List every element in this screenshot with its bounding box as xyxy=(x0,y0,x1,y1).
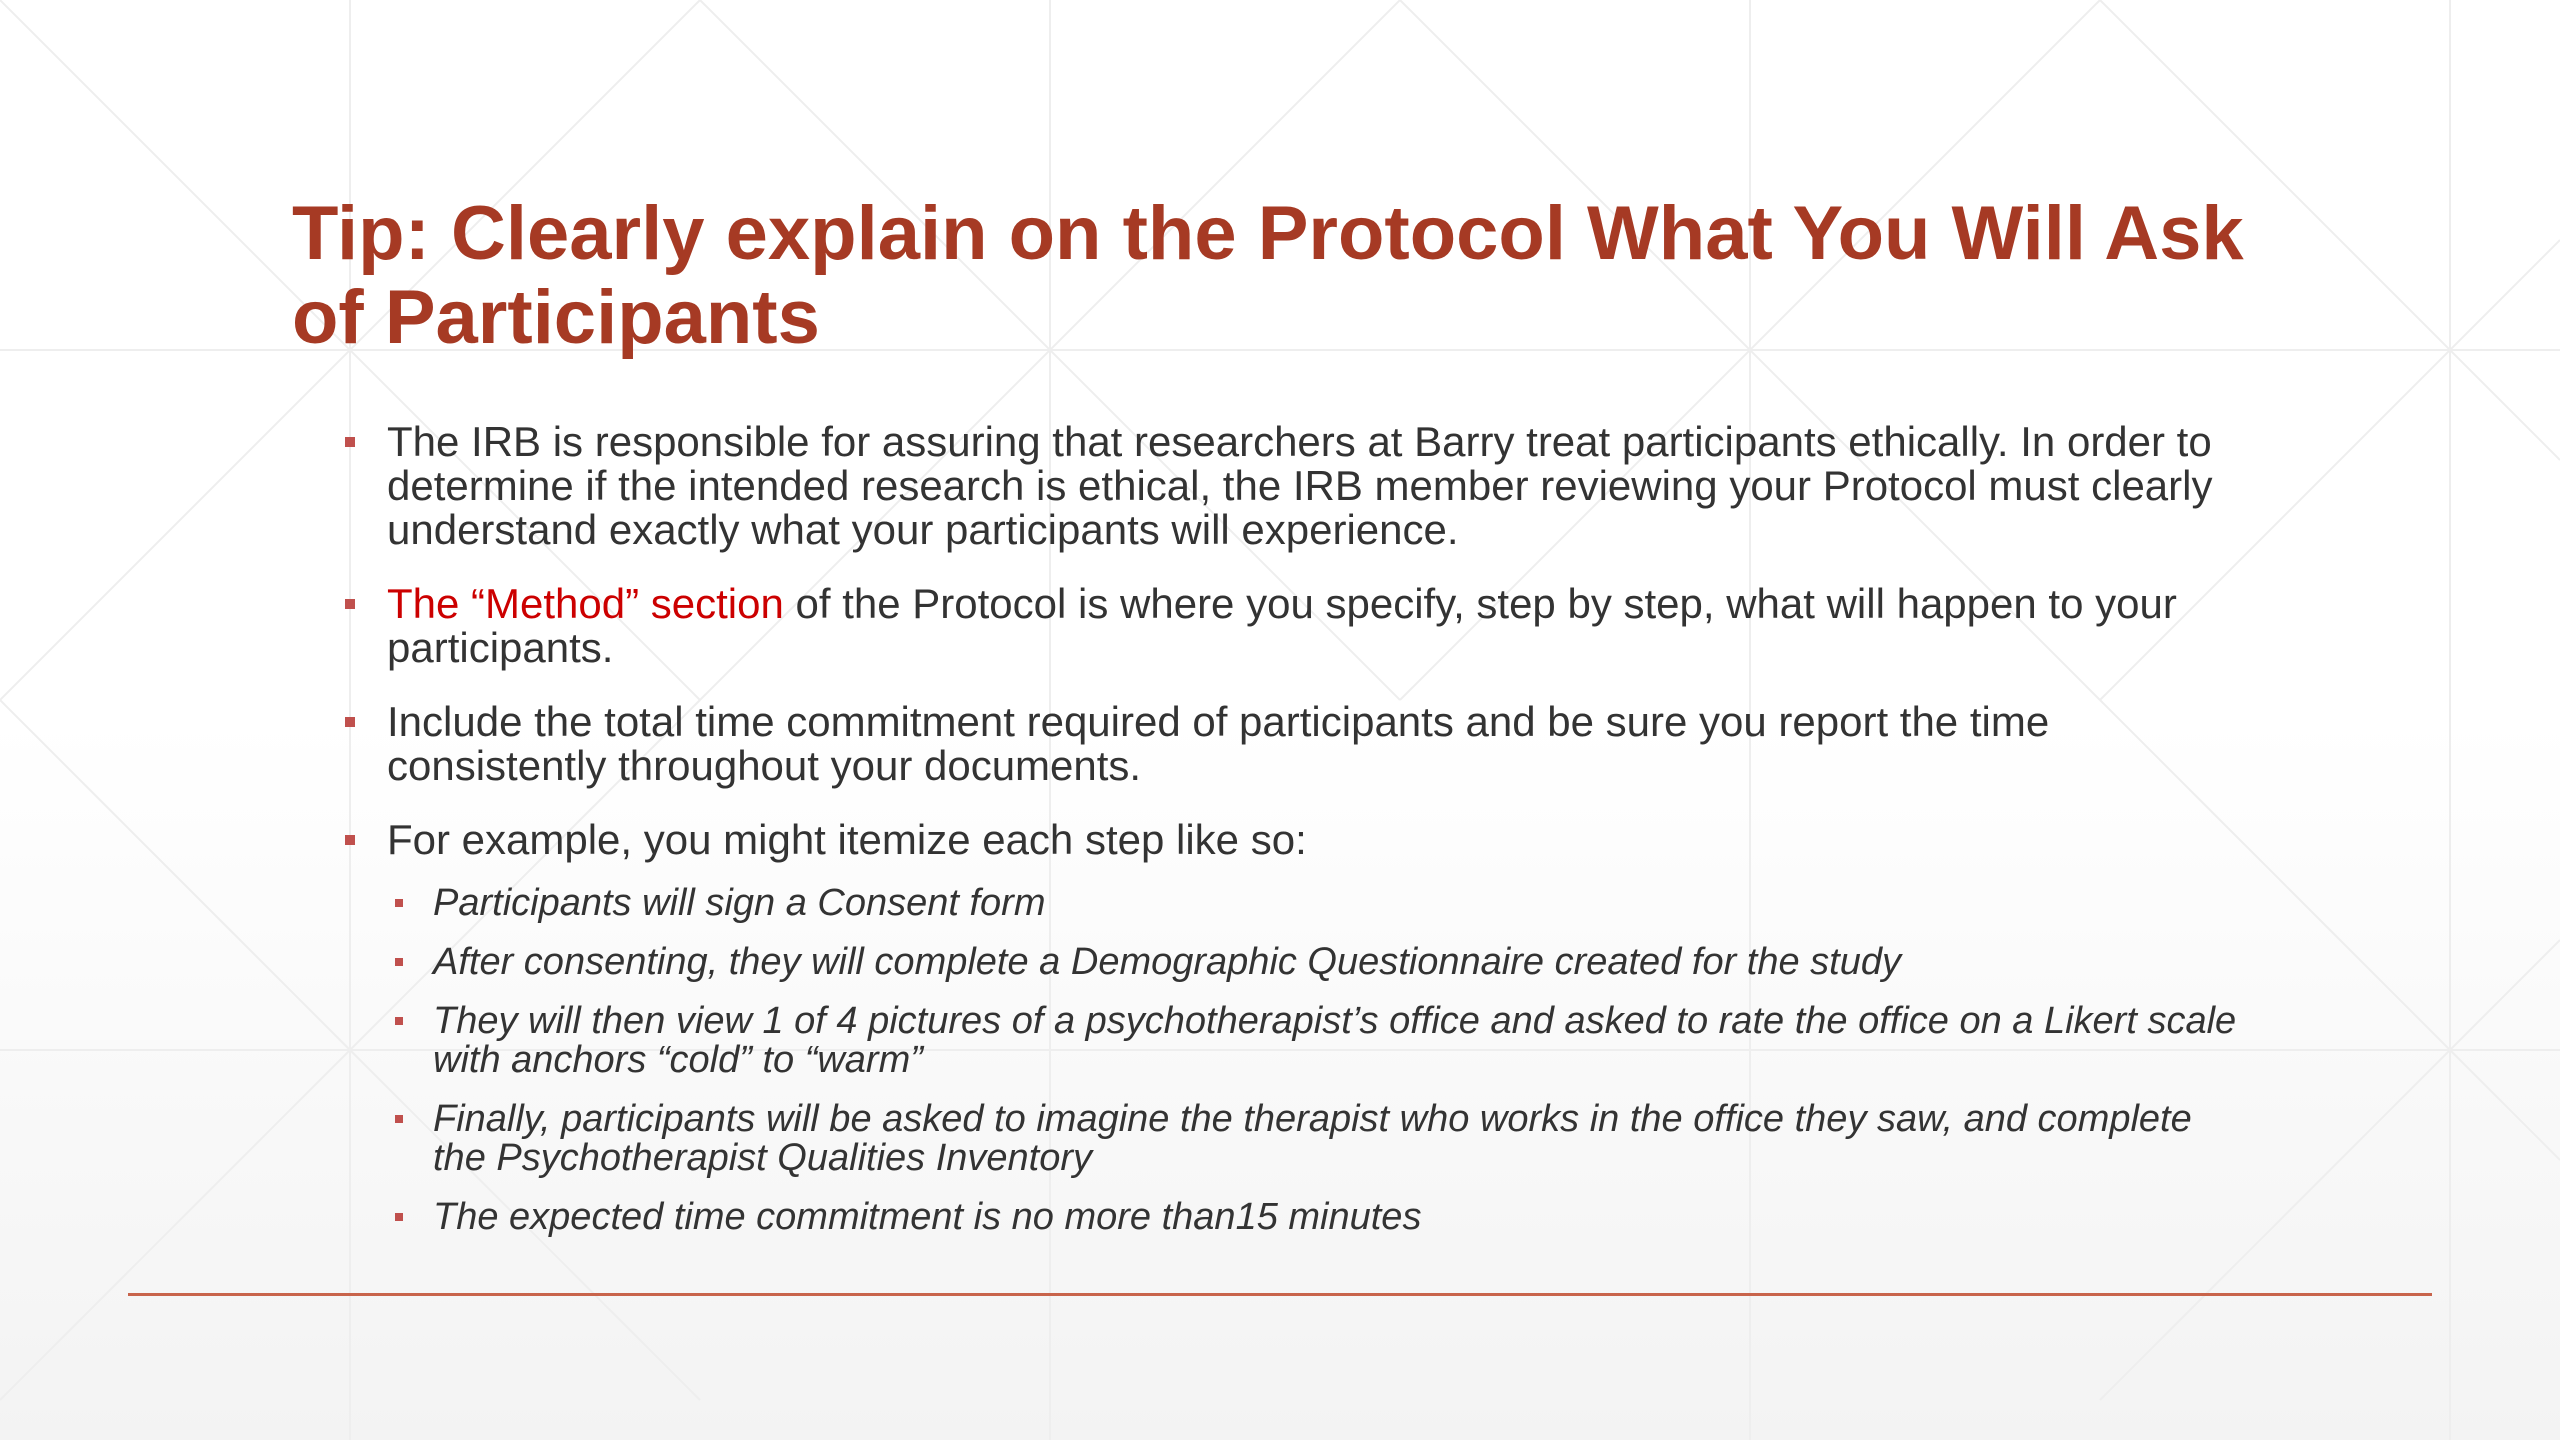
sub-bullet-marker xyxy=(395,958,403,966)
sub-item-text: Finally, participants will be asked to imagine the therapist who works in the office they saw, and complete the Psychotherapist Qualities Inventory xyxy=(433,1098,2192,1179)
bullet-example xyxy=(345,818,2245,862)
bullet-text: Include the total time commitment required of participants and be sure you report the time consistently throughout your documents. xyxy=(387,698,2050,789)
slide-title: Tip: Clearly explain on the Protocol What You Will Ask of Participants xyxy=(292,191,2244,360)
sub-item-time xyxy=(395,1198,2245,1237)
slide-body xyxy=(345,420,2245,1257)
bullet-text: of the Protocol is where you specify, step by step, what will happen to your participants. xyxy=(387,580,2177,671)
sub-item-text: After consenting, they will complete a Demographic Questionnaire created for the study xyxy=(433,941,1901,983)
bullet-marker xyxy=(345,599,355,609)
sub-item-consent xyxy=(395,884,2245,923)
sub-item-text: The expected time commitment is no more than15 minutes xyxy=(433,1196,1422,1238)
bullet-marker xyxy=(345,437,355,447)
sub-item-pictures xyxy=(395,1002,2245,1080)
bullet-irb-responsibility xyxy=(345,420,2245,552)
sub-bullet-marker xyxy=(395,1017,403,1025)
sub-bullet-marker xyxy=(395,899,403,907)
sub-item-questionnaire xyxy=(395,943,2245,982)
bullet-text: The IRB is responsible for assuring that researchers at Barry treat participants ethically. In order to determine if the intended research is ethical, the IRB member reviewing your Protocol must clearly understand exactly what your participants will experience. xyxy=(387,418,2213,553)
bullet-time-commitment xyxy=(345,700,2245,788)
bullet-text: For example, you might itemize each step like so: xyxy=(387,816,1307,863)
sub-item-inventory xyxy=(395,1100,2245,1178)
sub-bullet-marker xyxy=(395,1213,403,1221)
sub-bullet-marker xyxy=(395,1115,403,1123)
bullet-marker xyxy=(345,835,355,845)
sub-item-text: Participants will sign a Consent form xyxy=(433,882,1046,924)
sub-item-text: They will then view 1 of 4 pictures of a psychotherapist’s office and asked to rate the office on a Likert scale with anchors “cold” to “warm” xyxy=(433,1000,2237,1081)
method-section-link[interactable]: The “Method” section xyxy=(387,580,784,627)
bullet-method-section xyxy=(345,582,2245,670)
footer-divider xyxy=(128,1293,2432,1296)
bullet-marker xyxy=(345,717,355,727)
